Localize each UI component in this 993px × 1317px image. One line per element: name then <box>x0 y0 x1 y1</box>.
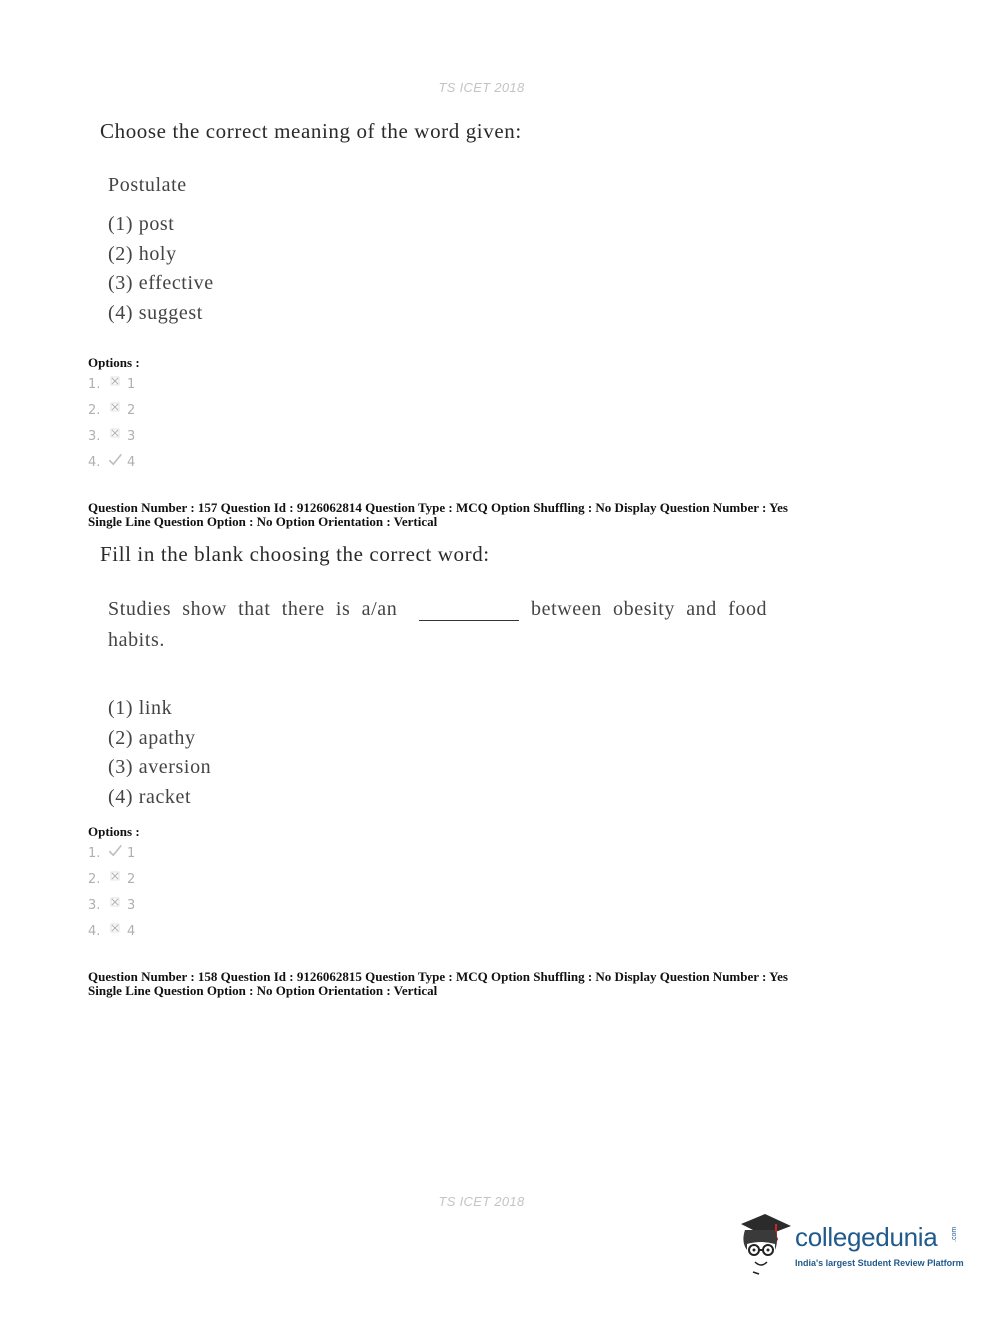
cross-icon <box>108 426 122 440</box>
choice-item: (4) racket <box>108 786 192 808</box>
question-heading: Fill in the blank choosing the correct word: <box>100 542 490 566</box>
option-number: 3. <box>88 898 101 913</box>
sentence-part: Studies show that there is a/an <box>108 598 398 620</box>
watermark-top: TS ICET 2018 <box>438 80 525 95</box>
logo-name: collegedunia <box>795 1222 938 1252</box>
question-meta-line: Question Number : 158 Question Id : 9126062815 Question Type : MCQ Option Shuffling : No Display Question Number : Yes <box>88 969 788 984</box>
cross-icon <box>108 400 122 414</box>
option-value: 3 <box>127 898 136 913</box>
sentence-part: between obesity and food <box>531 598 768 620</box>
choice-item: (2) apathy <box>108 727 196 749</box>
option-value: 3 <box>127 429 136 444</box>
option-value: 4 <box>127 924 136 939</box>
question-heading: Choose the correct meaning of the word given: <box>100 119 522 143</box>
option-number: 2. <box>88 872 101 887</box>
choice-item: (1) link <box>108 697 173 719</box>
question-meta <box>88 501 788 529</box>
logo-tagline: India's largest Student Review Platform <box>795 1258 964 1268</box>
sentence-part: habits. <box>108 629 165 651</box>
question-meta-line: Single Line Question Option : No Option Orientation : Vertical <box>88 514 438 529</box>
option-number: 2. <box>88 403 101 418</box>
cross-icon <box>108 869 122 883</box>
choice-item: (1) post <box>108 213 175 235</box>
option-number: 1. <box>88 377 101 392</box>
option-number: 1. <box>88 846 101 861</box>
option-value: 2 <box>127 403 136 418</box>
check-icon <box>107 451 123 467</box>
cross-icon <box>108 921 122 935</box>
options-label: Options : <box>88 355 140 370</box>
option-value: 1 <box>127 377 136 392</box>
option-value: 1 <box>127 846 136 861</box>
mascot-icon <box>735 1210 793 1280</box>
option-number: 4. <box>88 455 101 470</box>
logo-dotcom: .com <box>951 1226 958 1242</box>
question-meta-line: Question Number : 157 Question Id : 9126062814 Question Type : MCQ Option Shuffling : No Display Question Number : Yes <box>88 500 788 515</box>
choice-item: (4) suggest <box>108 302 203 324</box>
check-icon <box>107 842 123 858</box>
options-label: Options : <box>88 824 140 839</box>
choice-item: (3) aversion <box>108 756 212 778</box>
watermark-bottom: TS ICET 2018 <box>438 1194 525 1209</box>
cross-icon <box>108 895 122 909</box>
blank-line <box>419 620 519 621</box>
cross-icon <box>108 374 122 388</box>
choice-item: (3) effective <box>108 272 214 294</box>
question-word: Postulate <box>108 174 187 196</box>
option-number: 3. <box>88 429 101 444</box>
option-value: 4 <box>127 455 136 470</box>
collegedunia-logo <box>735 1210 965 1280</box>
question-meta <box>88 970 788 998</box>
option-number: 4. <box>88 924 101 939</box>
question-meta-line: Single Line Question Option : No Option Orientation : Vertical <box>88 983 438 998</box>
choice-item: (2) holy <box>108 243 177 265</box>
option-value: 2 <box>127 872 136 887</box>
